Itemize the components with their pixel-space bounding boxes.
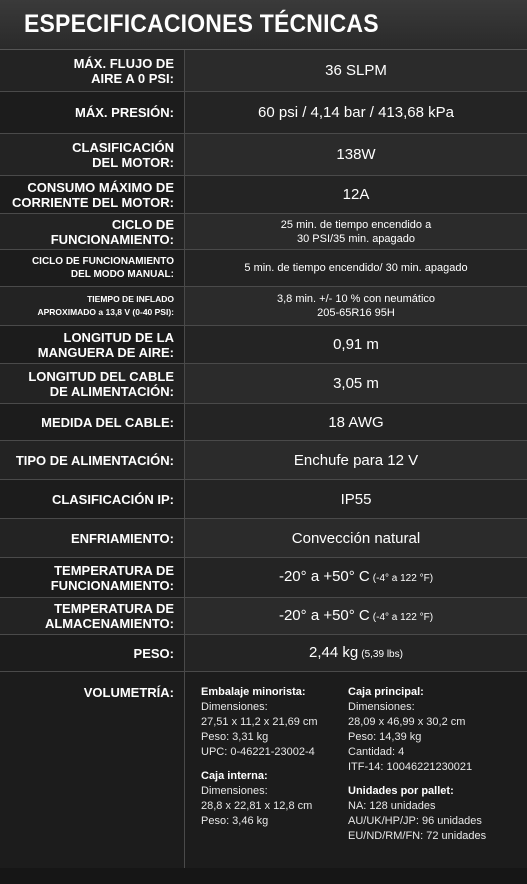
volumetria-line: 28,8 x 22,81 x 12,8 cm: [201, 800, 313, 812]
volumetria-column-1: [201, 685, 348, 868]
spec-label: [0, 214, 185, 249]
volumetria-heading: Unidades por pallet:: [348, 785, 454, 797]
spec-label-line: MÁX. PRESIÓN:: [75, 105, 174, 120]
spec-value: [185, 50, 527, 91]
spec-label-line: ENFRIAMIENTO:: [70, 530, 174, 546]
spec-row: [0, 50, 527, 92]
spec-label-line: DEL MODO MANUAL:: [70, 269, 174, 280]
volumetria-line: EU/ND/RM/FN: 72 unidades: [348, 830, 487, 842]
spec-value-text: Convección natural: [291, 529, 421, 547]
spec-value-text: 0,91 m: [333, 336, 379, 353]
spec-label: [0, 480, 185, 518]
volumetria-line: Peso: 14,39 kg: [348, 731, 422, 743]
volumetria-line: Dimensiones:: [348, 701, 415, 713]
page-title: ESPECIFICACIONES TÉCNICAS: [24, 10, 379, 38]
volumetria-line: Peso: 3,46 kg: [201, 815, 269, 827]
spec-row: [0, 598, 527, 635]
spec-row: [0, 441, 527, 480]
spec-value-text: 3,05 m: [333, 375, 379, 392]
spec-value: [185, 558, 527, 597]
spec-value-text: 36 SLPM: [325, 62, 387, 79]
spec-row: [0, 287, 527, 326]
spec-row: [0, 480, 527, 519]
spec-label-line: ALMACENAMIENTO:: [44, 616, 174, 631]
spec-row: [0, 250, 527, 287]
spec-label-line: MÁX. FLUJO DE: [73, 55, 174, 71]
spec-label-line: TEMPERATURA DE: [54, 562, 174, 578]
spec-value-line: 25 min. de tiempo encendido a: [280, 218, 432, 231]
spec-label-line: AIRE A 0 PSI:: [91, 70, 174, 86]
spec-row: [0, 176, 527, 214]
spec-label: [0, 50, 185, 91]
spec-label: [0, 250, 185, 286]
volumetria-line: 28,09 x 46,99 x 30,2 cm: [348, 716, 466, 728]
spec-row: [0, 364, 527, 404]
spec-value-text: Enchufe para 12 V: [293, 451, 419, 469]
volumetria-line: NA: 128 unidades: [348, 800, 436, 812]
spec-label: [0, 364, 185, 403]
spec-value: [185, 134, 527, 175]
spec-row: [0, 134, 527, 176]
spec-table: [0, 50, 527, 868]
spec-label-line: CLASIFICACIÓN: [72, 139, 174, 155]
spec-label: [0, 326, 185, 363]
volumetria-line: Cantidad: 4: [348, 746, 405, 758]
spec-row: [0, 326, 527, 364]
spec-value-note: (5,39 lbs): [361, 648, 403, 660]
spec-row: [0, 558, 527, 598]
spec-value-text: IP55: [340, 490, 372, 508]
spec-value-text: -20° a +50° C: [278, 568, 370, 585]
spec-label: [0, 558, 185, 597]
spec-value-text: 5 min. de tiempo encendido/ 30 min. apagado: [244, 262, 468, 274]
spec-label-line: APROXIMADO a 13,8 V (0-40 PSI):: [37, 307, 174, 317]
spec-label-line: CONSUMO MÁXIMO DE: [27, 179, 174, 195]
spec-label-line: MANGUERA DE AIRE:: [37, 344, 174, 360]
volumetria-line: 27,51 x 11,2 x 21,69 cm: [201, 716, 318, 728]
spec-value-note: (-4° a 122 °F): [372, 611, 434, 623]
volumetria-column-2: [348, 685, 495, 868]
spec-label: [0, 287, 185, 325]
spec-value: [185, 519, 527, 557]
spec-label: [0, 404, 185, 440]
spec-value-text: -20° a +50° C: [278, 606, 370, 624]
spec-label: [0, 441, 185, 479]
spec-value: [185, 598, 527, 634]
spec-label-line: CICLO DE FUNCIONAMIENTO: [31, 256, 174, 267]
spec-label-line: LONGITUD DEL CABLE: [28, 368, 174, 384]
spec-value: [185, 176, 527, 213]
spec-label-line: TIEMPO DE INFLADO: [87, 294, 174, 304]
spec-label-line: FUNCIONAMIENTO:: [50, 577, 174, 593]
spec-value: [185, 250, 527, 286]
spec-label-line: TIPO DE ALIMENTACIÓN:: [15, 452, 174, 468]
volumetria-line: Dimensiones:: [201, 701, 268, 713]
volumetria-heading: Caja interna:: [201, 770, 268, 782]
spec-label-line: LONGITUD DE LA: [63, 329, 174, 345]
spec-label-line: PESO:: [133, 645, 174, 661]
spec-row: [0, 92, 527, 134]
spec-label-line: FUNCIONAMIENTO:: [50, 231, 174, 247]
spec-value: [185, 480, 527, 518]
volumetria-heading: Embalaje minorista:: [201, 686, 306, 698]
spec-value-line: 3,8 min. +/- 10 % con neumático: [276, 293, 436, 305]
spec-label-line: CICLO DE: [111, 216, 174, 232]
volumetria-line: UPC: 0-46221-23002-4: [201, 746, 315, 758]
spec-label: [0, 519, 185, 557]
spec-value: [185, 441, 527, 479]
spec-label: [0, 598, 185, 634]
spec-value-line: 30 PSI/35 min. apagado: [296, 232, 416, 245]
spec-label: [0, 134, 185, 175]
volumetria-row: [0, 672, 527, 868]
volumetria-line: Dimensiones:: [201, 785, 268, 797]
spec-label-line: DE ALIMENTACIÓN:: [49, 383, 174, 399]
spec-label-line: MEDIDA DEL CABLE:: [41, 414, 174, 430]
spec-value-text: 18 AWG: [328, 413, 384, 431]
spec-value: [185, 326, 527, 363]
spec-value: [185, 635, 527, 671]
spec-value-note: (-4° a 122 °F): [372, 573, 434, 584]
spec-value-line: 205-65R16 95H: [317, 307, 395, 319]
volumetria-label: VOLUMETRÍA:: [0, 672, 185, 868]
spec-row: [0, 519, 527, 558]
spec-value-text: 60 psi / 4,14 bar / 413,68 kPa: [258, 104, 454, 121]
volumetria-heading: Caja principal:: [348, 686, 424, 698]
spec-label-line: CORRIENTE DEL MOTOR:: [11, 194, 174, 210]
page-header: [0, 0, 527, 50]
spec-value-text: 138W: [336, 146, 376, 163]
spec-value: [185, 364, 527, 403]
spec-value: [185, 287, 527, 325]
volumetria-line: AU/UK/HP/JP: 96 unidades: [348, 815, 482, 827]
spec-value: [185, 214, 527, 249]
spec-row: [0, 404, 527, 441]
spec-value-text: 12A: [342, 186, 370, 203]
spec-value: [185, 92, 527, 133]
spec-value: [185, 404, 527, 440]
volumetria-body: [185, 672, 527, 868]
spec-label-line: CLASIFICACIÓN IP:: [51, 491, 174, 507]
volumetria-line: Peso: 3,31 kg: [201, 731, 269, 743]
spec-label: [0, 176, 185, 213]
spec-label-line: DEL MOTOR:: [92, 154, 174, 170]
spec-label-line: TEMPERATURA DE: [54, 601, 174, 616]
volumetria-line: ITF-14: 10046221230021: [348, 761, 473, 773]
spec-row: [0, 214, 527, 250]
spec-row: [0, 635, 527, 672]
spec-value-text: 2,44 kg: [309, 643, 359, 661]
spec-label: [0, 635, 185, 671]
spec-label: [0, 92, 185, 133]
